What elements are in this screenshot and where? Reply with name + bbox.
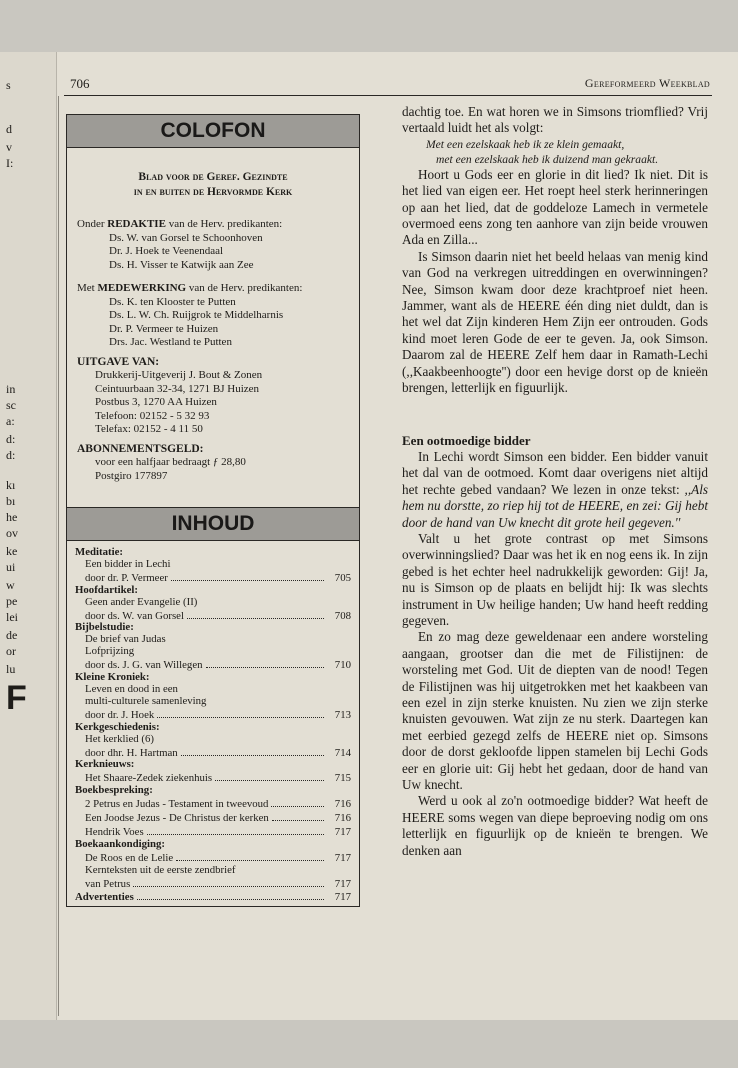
colofon-subtitle	[77, 170, 349, 200]
previous-page-fragment: bı	[6, 494, 16, 508]
redaktie-member: Ds. W. van Gorsel te Schoonhoven	[109, 231, 263, 244]
toc-entry-text: door dhr. H. Hartman	[85, 746, 178, 759]
previous-page-fragment: or	[6, 644, 16, 658]
toc-line: Een bidder in Lechi	[85, 557, 171, 570]
article-paragraph: Werd u ook al zo'n ootmoedige bidder? Wat heeft de HEERE soms wegen van diepe beproeving nodig om ons letterlijk en figuurlijk op de knieën te brengen. We denken aan	[402, 793, 708, 858]
abonnement-heading: ABONNEMENTSGELD:	[77, 442, 204, 455]
toc-line: Leven en dood in een	[85, 682, 178, 695]
abonnement-line: Postgiro 177897	[95, 469, 168, 482]
toc-page-number: 714	[334, 746, 351, 759]
toc-entry-text: Het Shaare-Zedek ziekenhuis	[85, 772, 213, 785]
uitgave-line: Telefoon: 02152 - 5 32 93	[95, 409, 210, 422]
toc-entry	[75, 877, 351, 891]
previous-page-fragment: pe	[6, 594, 18, 608]
leader-dots	[176, 851, 324, 861]
toc-entry-text: door ds. W. van Gorsel	[85, 609, 184, 622]
previous-page-fragment: I:	[6, 156, 14, 170]
left-column-rule	[58, 96, 59, 1016]
subtitle-line-2: in en buiten de Hervormde Kerk	[133, 186, 293, 198]
toc-category: Hoofdartikel:	[75, 583, 138, 596]
leader-dots	[137, 890, 324, 900]
abonnement-group	[77, 443, 349, 484]
article-paragraph: Is Simson daarin niet het beeld helaas van menig kind van God na verkregen uitreddingen en overwinningen? Nee, Simson kwam door deze krachtproef niet heen. Jammer, want als de HEERE één ding niet duldt, dan is het wel dat Zijn kinderen Hem Zijn eer ontrouden. Gods kind moet leren Gode de eer te geven. Ja, ook Simson. Daarom zal de HEERE Zelf hem daar in Ramath-Lechi (,,Kaakbeenhoogte'') door een hevige dorst op de knieën brengen, letterlijk en figuurlijk.	[402, 248, 708, 396]
toc-entry	[75, 851, 351, 865]
medewerking-group	[77, 282, 349, 350]
leader-dots	[187, 609, 324, 619]
toc-entry-text: door dr. P. Vermeer	[85, 571, 168, 584]
previous-page-fragment: s	[6, 78, 11, 92]
previous-page-fragment: ui	[6, 560, 16, 574]
medewerking-key: MEDEWERKING	[97, 282, 187, 294]
leader-dots	[171, 571, 324, 581]
leader-dots	[181, 746, 324, 756]
toc-entry	[75, 825, 351, 839]
redaktie-intro-pre: Onder	[77, 218, 108, 230]
toc-page-number: 710	[334, 659, 351, 672]
uitgave-line: Ceintuurbaan 32-34, 1271 BJ Huizen	[95, 382, 260, 395]
redaktie-member: Dr. J. Hoek te Veenendaal	[109, 245, 224, 257]
verse-line: Met een ezelskaak heb ik ze klein gemaakt,	[426, 137, 625, 151]
toc-category: Kerknieuws:	[75, 758, 135, 771]
leader-dots	[157, 708, 324, 718]
leader-dots	[133, 877, 324, 887]
scripture-quote: ,,Als hem nu dorstte, zo riep hij tot de HEERE, en zei: Gij hebt door de hand van Uw knecht dit grote heil gegeven.''	[402, 481, 708, 530]
toc-page-number: 705	[334, 571, 351, 584]
previous-page-fragment: v	[6, 140, 12, 154]
medewerking-member: Dr. P. Vermeer te Huizen	[109, 322, 219, 335]
uitgave-line: Postbus 3, 1270 AA Huizen	[95, 396, 217, 408]
previous-page-fragment: a:	[6, 414, 15, 428]
verse-line: met een ezelskaak heb ik duizend man gekraakt.	[436, 152, 659, 166]
section-heading: Een ootmoedige bidder	[402, 432, 531, 448]
toc-entry-text: door dr. J. Hoek	[85, 708, 155, 721]
medewerking-member: Ds. L. W. Ch. Ruijgrok te Middelharnis	[109, 309, 284, 321]
toc-page-number: 716	[334, 812, 351, 825]
leader-dots	[215, 771, 324, 781]
running-title: Gereformeerd Weekblad	[584, 76, 710, 90]
colofon-heading: COLOFON	[67, 115, 359, 148]
redaktie-key: REDAKTIE	[107, 218, 166, 230]
uitgave-line: Telefax: 02152 - 4 11 50	[95, 423, 203, 435]
previous-page-fragment: ov	[6, 526, 18, 540]
article-paragraph: Valt u het grote contrast op met Simsons overwinningslied? Daar was het ik en nog eens ik. In zijn gebed is het echter heel nadrukkelijk geworden: Gij! Ja, nu is Simson op de plaats en belijdt hij: Ik was slechts instrument in Uw heilige handen; Uw hand heeft redding gegeven.	[402, 530, 708, 628]
toc-entry	[75, 746, 351, 760]
article-paragraph	[402, 449, 708, 531]
previous-page-fragment: d:	[6, 448, 16, 462]
redaktie-group	[77, 218, 349, 272]
toc-page-number: 717	[334, 851, 351, 864]
toc-entry	[75, 609, 351, 623]
toc-entry	[75, 708, 351, 722]
toc-entry	[75, 797, 351, 811]
leader-dots	[147, 825, 324, 835]
toc-line: De brief van Judas	[85, 633, 166, 646]
toc-category: Kleine Kroniek:	[75, 671, 150, 684]
uitgave-line: Drukkerij-Uitgeverij J. Bout & Zonen	[95, 369, 263, 381]
toc-entry-text: van Petrus	[85, 877, 131, 890]
toc-entry-text: Hendrik Voes	[85, 825, 144, 838]
previous-page-fragment: in	[6, 382, 16, 396]
toc-line: Lofprijzing	[85, 645, 135, 658]
toc-entry	[75, 890, 351, 904]
toc-line: multi-culturele samenleving	[85, 694, 207, 707]
toc-entry-text: De Roos en de Lelie	[85, 851, 174, 864]
medewerking-member: Ds. K. ten Klooster te Putten	[109, 295, 236, 308]
toc-category: Kerkgeschiedenis:	[75, 720, 160, 733]
header-rule	[64, 95, 712, 96]
toc-category: Boekbespreking:	[75, 784, 153, 797]
previous-page-fragment: kı	[6, 478, 16, 492]
previous-page-fragment: ke	[6, 544, 18, 558]
previous-page-fragment: F	[6, 680, 27, 716]
leader-dots	[271, 797, 324, 807]
previous-page-fragment: he	[6, 510, 18, 524]
redaktie-intro-post: van de Herv. predikanten:	[165, 218, 283, 230]
leader-dots	[206, 658, 324, 668]
medewerking-intro-post: van de Herv. predikanten:	[186, 282, 303, 294]
article-column	[402, 104, 708, 859]
previous-page-fragment: de	[6, 628, 18, 642]
article-paragraph: En zo mag deze geweldenaar een andere worsteling aangaan, grootser dan die met de Filistijnen: de worsteling met God. Uit de diepten van de nood! Tegen de Filistijnen was hij uitgetrokken met het kaakbeen van een ezel in zijn sterke knuisten. Nu zien we zijn sterke knuisten gevouwen. Wat zijn ze nu sterk. Daartegen kan met eerbied gezegd zelfs de HEERE niet op. Simsons door de dorst gekloofde lippen stamelen bij Lechi Gods eer en glorie uit: Gij hebt het gedaan, door de hand van Uw knecht.	[402, 629, 708, 793]
uitgave-heading: UITGAVE VAN:	[77, 355, 160, 368]
toc-page-number: 717	[334, 825, 351, 838]
toc-entry-text: door ds. J. G. van Willegen	[85, 659, 203, 672]
toc-entry	[75, 811, 351, 825]
toc-page-number: 708	[334, 609, 351, 622]
toc-line: Geen ander Evangelie (II)	[85, 595, 198, 608]
paragraph-text: In Lechi wordt Simson een bidder. Een bidder vanuit het dal van de ootmoed. Komt daar overigens niet altijd het rechte gebed vandaan? We lezen in onze tekst:	[402, 448, 708, 497]
medewerking-intro-pre: Met	[77, 282, 98, 294]
toc-page-number: 713	[334, 708, 351, 721]
toc-entry	[75, 771, 351, 785]
toc-entry-text: Advertenties	[75, 891, 134, 904]
toc-entry	[75, 571, 351, 585]
toc-page-number: 716	[334, 798, 351, 811]
toc-line: Kernteksten uit de eerste zendbrief	[85, 863, 236, 876]
inhoud-heading: INHOUD	[67, 507, 359, 541]
previous-page-fragment: lei	[6, 610, 18, 624]
toc-line: Het kerklied (6)	[85, 732, 154, 745]
previous-page-fragment: w	[6, 578, 15, 592]
previous-page-fragment: d	[6, 122, 12, 136]
redaktie-member: Ds. H. Visser te Katwijk aan Zee	[109, 258, 254, 271]
article-paragraph: Hoort u Gods eer en glorie in dit lied? Ik niet. Dit is het lied van eigen eer. Het roept heel sterk herinneringen op aan het lied, dat de goddeloze Lamech in vermetele overmoed eens zong ten aanhore van zijn beide vrouwen Ada en Zilla...	[402, 166, 708, 248]
toc-entry	[75, 658, 351, 672]
toc-category: Bijbelstudie:	[75, 621, 134, 634]
medewerking-member: Drs. Jac. Westland te Putten	[109, 336, 232, 348]
page-number: 706	[70, 76, 90, 91]
toc-entry-text: Een Joodse Jezus - De Christus der kerken	[85, 812, 269, 825]
uitgave-group	[77, 356, 349, 437]
toc-page-number: 717	[334, 891, 351, 904]
leader-dots	[272, 811, 324, 821]
previous-page-fragment: sc	[6, 398, 16, 412]
toc-entry-text: 2 Petrus en Judas - Testament in tweevoud	[85, 798, 269, 811]
previous-page-fragment: lu	[6, 662, 16, 676]
colofon-box	[66, 114, 360, 907]
toc-category: Boekaankondiging:	[75, 837, 166, 850]
toc-page-number: 717	[334, 877, 351, 890]
subtitle-line-1: Blad voor de Geref. Gezindte	[138, 171, 288, 183]
previous-page-fragment: d:	[6, 432, 16, 446]
article-paragraph: dachtig toe. En wat horen we in Simsons triomflied? Vrij vertaald luidt het als volgt:	[402, 104, 708, 136]
abonnement-line: voor een halfjaar bedraagt ƒ 28,80	[95, 456, 246, 468]
table-of-contents	[67, 541, 359, 906]
toc-page-number: 715	[334, 772, 351, 785]
previous-page-edge	[0, 52, 57, 1020]
toc-category: Meditatie:	[75, 546, 123, 558]
